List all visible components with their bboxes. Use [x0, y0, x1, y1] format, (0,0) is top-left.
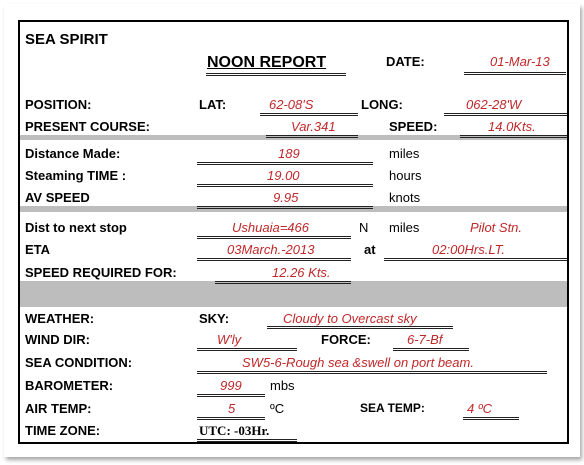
- report-card: [4, 4, 580, 457]
- barometer-unit: mbs: [270, 378, 295, 393]
- sea-temp-label: SEA TEMP:: [360, 401, 425, 415]
- wind-underline: [197, 348, 297, 351]
- speed-required-label: SPEED REQUIRED FOR:: [25, 265, 177, 280]
- long-underline: [444, 113, 568, 116]
- sky-underline: [267, 326, 453, 329]
- av-speed-unit: knots: [389, 190, 421, 205]
- sea-temp-underline: [463, 417, 519, 420]
- sea-temp-value: 4 ºC: [467, 401, 492, 416]
- course-underline: [266, 135, 358, 138]
- next-stop-n: N: [359, 220, 369, 235]
- date-value: 01-Mar-13: [490, 54, 550, 69]
- distance-value: 189: [278, 146, 300, 161]
- speed-value: 14.0Kts.: [488, 119, 536, 134]
- barometer-label: BAROMETER:: [25, 378, 114, 393]
- lat-underline: [260, 113, 358, 116]
- air-temp-underline: [197, 417, 265, 420]
- force-label: FORCE:: [321, 332, 371, 347]
- ship-name: SEA SPIRIT: [25, 31, 108, 48]
- pilot-station: Pilot Stn.: [470, 220, 523, 235]
- steaming-underline: [197, 184, 373, 187]
- distance-underline: [197, 162, 373, 165]
- eta-underline: [197, 258, 351, 261]
- steaming-unit: hours: [389, 168, 422, 183]
- next-stop-underline: [197, 236, 351, 239]
- distance-label: Distance Made:: [25, 146, 121, 161]
- eta-time: 02:00Hrs.LT.: [432, 242, 505, 257]
- next-stop-label: Dist to next stop: [25, 220, 127, 235]
- barometer-underline: [197, 394, 265, 397]
- eta-time-underline: [384, 258, 568, 261]
- next-stop-unit: miles: [389, 220, 420, 235]
- time-zone-label: TIME ZONE:: [25, 423, 101, 438]
- lat-value: 62-08'S: [269, 97, 314, 112]
- eta-at: at: [364, 242, 376, 257]
- date-underline: [464, 72, 566, 75]
- speed-label: SPEED:: [389, 119, 438, 134]
- speed-required-value: 12.26 Kts.: [272, 265, 331, 280]
- eta-value: 03March.-2013: [227, 242, 315, 257]
- av-speed-value: 9.95: [273, 190, 299, 205]
- force-underline: [393, 348, 469, 351]
- position-label: POSITION:: [25, 97, 92, 112]
- eta-label: ETA: [25, 242, 51, 257]
- steaming-label: Steaming TIME :: [25, 168, 127, 183]
- barometer-value: 999: [220, 378, 242, 393]
- course-label: PRESENT COURSE:: [25, 119, 150, 134]
- weather-label: WEATHER:: [25, 311, 95, 326]
- av-speed-underline: [197, 206, 373, 209]
- force-value: 6-7-Bf: [407, 332, 443, 347]
- title-underline: [206, 73, 346, 76]
- sea-condition-underline: [197, 371, 547, 374]
- noon-report-form: [18, 20, 569, 444]
- sea-condition-value: SW5-6-Rough sea &swell on port beam.: [242, 355, 474, 370]
- time-zone-value: UTC: -03Hr.: [199, 423, 270, 438]
- distance-unit: miles: [389, 146, 420, 161]
- long-value: 062-28'W: [466, 97, 522, 112]
- av-speed-label: AV SPEED: [25, 190, 90, 205]
- report-title: NOON REPORT: [207, 54, 327, 71]
- long-label: LONG:: [361, 97, 403, 112]
- sky-label: SKY:: [199, 311, 230, 326]
- wind-label: WIND DIR:: [25, 332, 90, 347]
- speed-required-underline: [215, 281, 351, 284]
- air-temp-value: 5: [228, 401, 236, 416]
- lat-label: LAT:: [199, 97, 227, 112]
- sea-condition-label: SEA CONDITION:: [25, 355, 133, 370]
- date-label: DATE:: [386, 54, 425, 69]
- sky-value: Cloudy to Overcast sky: [283, 311, 417, 326]
- air-temp-unit: ºC: [270, 401, 285, 416]
- time-zone-underline: [197, 439, 297, 442]
- course-value: Var.341: [291, 119, 336, 134]
- steaming-value: 19.00: [267, 168, 300, 183]
- next-stop-value: Ushuaia=466: [232, 220, 309, 235]
- speed-underline: [460, 135, 568, 138]
- air-temp-label: AIR TEMP:: [25, 401, 92, 416]
- section-divider: [20, 281, 567, 307]
- wind-value: W'ly: [217, 332, 242, 347]
